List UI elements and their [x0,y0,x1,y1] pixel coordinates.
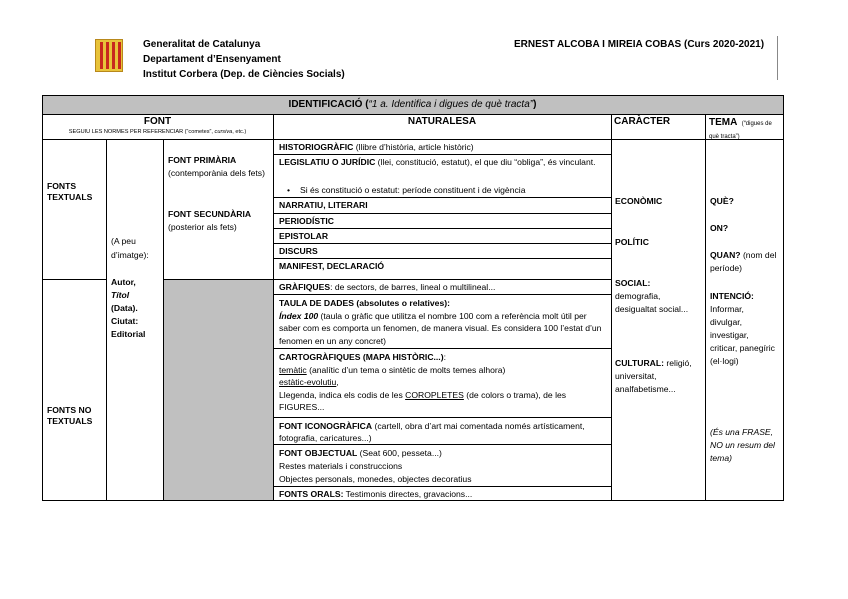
generalitat-logo [95,39,123,72]
fonts-textuals-label: FONTS TEXTUALS [47,181,93,202]
table-border [273,197,611,198]
table-border [783,95,784,501]
row-grafiques: GRÀFIQUES: de sectors, de barres, lineal o multilineal... [279,282,496,292]
table-border [273,243,611,244]
col-header-naturalesa: NATURALESA [407,116,477,127]
reference-format: Autor, Títol (Data). Ciutat: Editorial [111,277,146,339]
row-objectual: FONT OBJECTUAL (Seat 600, pesseta...) Restes materials i construccions Objectes personals, monedes, objectes decoratius [279,448,472,484]
apeu-label: (A peu d’imatge): [111,236,149,260]
table-border [273,213,611,214]
table-border [42,114,784,115]
table-border [42,95,43,501]
col-header-font: FONT [143,116,172,127]
row-epistolar: EPISTOLAR [279,231,329,241]
caracter-economic: ECONÒMIC [615,196,663,206]
table-border [42,139,784,140]
header-divider [777,36,778,80]
table-border [106,139,107,501]
table-border [163,279,611,280]
table-border [273,486,611,487]
table-border [611,114,612,501]
tema-on: ON? [710,223,729,233]
table-border [273,417,611,418]
caracter-social: SOCIAL: demografia, desigualtat social... [615,278,689,314]
table-border [42,279,106,280]
caracter-politic: POLÍTIC [615,237,649,247]
row-legislatiu: LEGISLATIU O JURÍDIC (llei, constitució, estatut), el que diu “obliga”, és vinculant. [279,157,596,167]
table-border [273,114,274,501]
font-secundaria-block: FONT SECUNDÀRIA (posterior als fets) [168,209,252,232]
tema-intencio: INTENCIÓ: Informar, divulgar, investigar, criticar, panegíric (el·logi) [710,291,775,366]
table-title: IDENTIFICACIÓ (“1 a. Identifica i digues de què tracta”) [288,99,537,110]
font-primaria-block: FONT PRIMÀRIA (contemporània dels fets) [168,155,265,178]
row-iconografica: FONT ICONOGRÀFICA (cartell, obra d’art mai comentada només artísticament, fotografia, caricatures...) [279,421,585,443]
table-border [163,139,164,501]
table-border [273,444,611,445]
tema-que: QUÈ? [710,196,734,206]
table-border [273,258,611,259]
row-periodistic: PERIODÍSTIC [279,216,334,226]
bullet-icon: • [287,185,291,195]
shaded-cell [163,279,273,500]
row-manifest: MANIFEST, DECLARACIÓ [279,261,385,271]
org-institute: Institut Corbera (Dep. de Ciències Socials) [143,69,345,80]
col-header-font-sub: SEGUIU LES NORMES PER REFERENCIAR (“cometes”, cursiva, etc.) [68,129,247,135]
org-name: Generalitat de Catalunya [143,39,261,50]
row-legislatiu-bullet: • Si és constitució o estatut: període constituent i de vigència [287,185,526,195]
table-border [273,154,611,155]
row-discurs: DISCURS [279,246,318,256]
fonts-no-textuals-label: FONTS NO TEXTUALS [47,405,93,426]
tema-frase: (És una FRASE, NO un resum del tema) [710,427,775,463]
authors: ERNEST ALCOBA I MIREIA COBAS (Curs 2020-2021) [514,39,765,50]
table-border [273,228,611,229]
table-border [705,114,706,501]
row-narratiu: NARRATIU, LITERARI [279,200,368,210]
row-historiografic: HISTORIOGRÀFIC (llibre d’història, article històric) [279,142,474,152]
table-border [273,348,611,349]
row-cartografiques: CARTOGRÀFIQUES (MAPA HISTÒRIC...): temàtic (analític d’un tema o sintètic de molts temes alhora) estàtic-evolutiu, Llegenda, indica els codis de les COROPLETES (de colors o trama), de les FIGURES... [279,352,567,412]
tema-quan: QUAN? (nom del període) [710,250,777,273]
table-border [273,294,611,295]
col-header-tema: TEMA (“digues de què tracta”) [709,117,772,140]
table-border [42,95,784,96]
row-orals: FONTS ORALS: Testimonis directes, gravacions... [279,489,473,499]
col-header-caracter: CARÀCTER [614,116,671,127]
row-taula: TAULA DE DADES (absolutes o relatives): Índex 100 (taula o gràfic que utilitza el nombre 100 com a referència molt útil per saber com es comporta un fenomen, de manera visual. Es considera 100 l’estat d’un fenomen en un any concret) [279,298,602,346]
org-department: Departament d’Ensenyament [143,54,281,65]
caracter-cultural: CULTURAL: religió, universitat, analfabetisme... [615,358,692,394]
table-border [42,500,784,501]
